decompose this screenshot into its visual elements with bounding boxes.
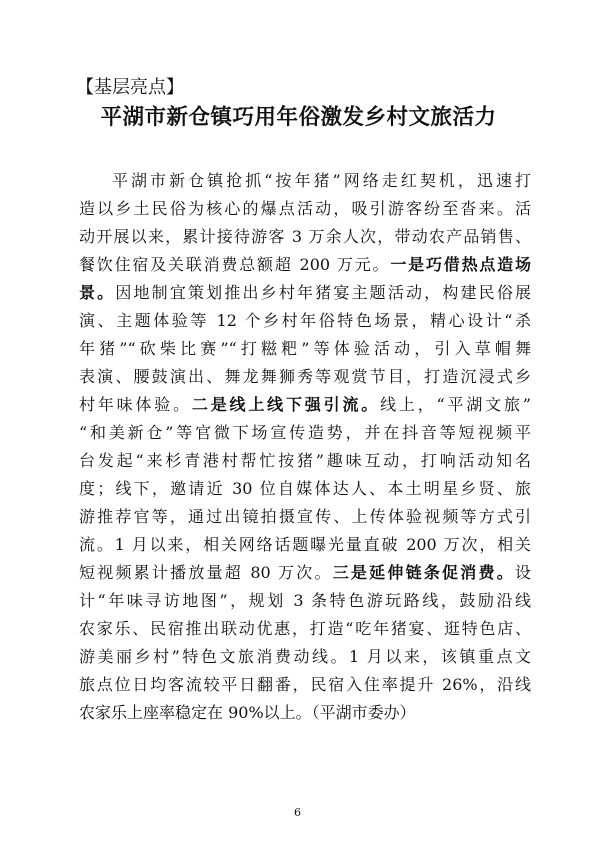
text-segment: 游推荐官等，通过出镜拍摄宣传、上传体验视频等方式引 xyxy=(79,507,531,526)
article-body xyxy=(79,167,531,727)
text-segment: 餐饮住宿及关联消费总额超 200 万元。 xyxy=(79,255,391,274)
text-line xyxy=(79,335,531,363)
text-line xyxy=(79,671,531,699)
text-segment: 度；线下，邀请近 30 位自媒体达人、本土明星乡贤、旅 xyxy=(79,479,531,498)
text-line xyxy=(79,195,531,223)
text-line xyxy=(79,279,531,307)
bold-text-segment: 三是延伸链条促消费。 xyxy=(332,563,515,582)
text-line xyxy=(79,223,531,251)
text-line xyxy=(79,363,531,391)
article-title: 平湖市新仓镇巧用年俗激发乡村文旅活力 xyxy=(100,105,497,130)
text-line xyxy=(79,475,531,503)
text-segment: 平湖市新仓镇抢抓“按年猪”网络走红契机，迅速打 xyxy=(112,171,531,190)
text-line xyxy=(79,307,531,335)
text-line xyxy=(79,643,531,671)
bold-text-segment: 二是线上线下强引流。 xyxy=(191,395,381,414)
text-segment: 游美丽乡村”特色文旅消费动线。1 月以来，该镇重点文 xyxy=(79,647,531,666)
text-segment: 村年味体验。 xyxy=(79,395,192,414)
text-line xyxy=(79,531,531,559)
bold-text-segment: 一是巧借热点造场 xyxy=(390,255,531,274)
text-segment: “和美新仓”等官微下场宣传造势，并在抖音等短视频平 xyxy=(79,423,531,442)
text-segment: 表演、腰鼓演出、舞龙舞狮秀等观赏节目，打造沉浸式乡 xyxy=(79,367,531,386)
text-line xyxy=(79,503,531,531)
text-segment: 台发起“来杉青港村帮忙按猪”趣味互动，打响活动知名 xyxy=(79,451,531,470)
text-segment: 动开展以来，累计接待游客 3 万余人次，带动农产品销售、 xyxy=(79,227,531,246)
text-line xyxy=(79,251,531,279)
text-line xyxy=(79,167,531,195)
text-segment: 设 xyxy=(514,563,531,582)
section-tag: 【基层亮点】 xyxy=(76,77,184,98)
text-segment: 农家乐上座率稳定在 90%以上。（平湖市委办） xyxy=(79,703,416,722)
text-line xyxy=(79,587,531,615)
text-line xyxy=(79,615,531,643)
text-line xyxy=(79,447,531,475)
text-segment: 计“年味寻访地图”，规划 3 条特色游玩路线，鼓励沿线 xyxy=(79,591,531,610)
text-segment: 线上，“平湖文旅” xyxy=(380,395,531,414)
text-segment: 因地制宜策划推出乡村年猪宴主题活动，构建民俗展 xyxy=(115,283,531,302)
text-line xyxy=(79,391,531,419)
text-segment: 年猪”“砍柴比赛”“打糍粑”等体验活动，引入草帽舞 xyxy=(79,339,531,358)
text-line xyxy=(79,419,531,447)
text-segment: 旅点位日均客流较平日翻番，民宿入住率提升 26%，沿线 xyxy=(79,675,531,694)
text-segment: 演、主题体验等 12 个乡村年俗特色场景，精心设计“杀 xyxy=(79,311,531,330)
text-segment: 农家乐、民宿推出联动优惠，打造“吃年猪宴、逛特色店、 xyxy=(79,619,531,638)
text-segment: 短视频累计播放量超 80 万次。 xyxy=(79,563,333,582)
text-segment: 流。1 月以来，相关网络话题曝光量直破 200 万次，相关 xyxy=(79,535,531,554)
text-line xyxy=(79,559,531,587)
page-number: 6 xyxy=(294,806,301,819)
bold-text-segment: 景。 xyxy=(79,283,116,302)
text-line xyxy=(79,699,531,727)
text-segment: 造以乡土民俗为核心的爆点活动，吸引游客纷至沓来。活 xyxy=(79,199,531,218)
